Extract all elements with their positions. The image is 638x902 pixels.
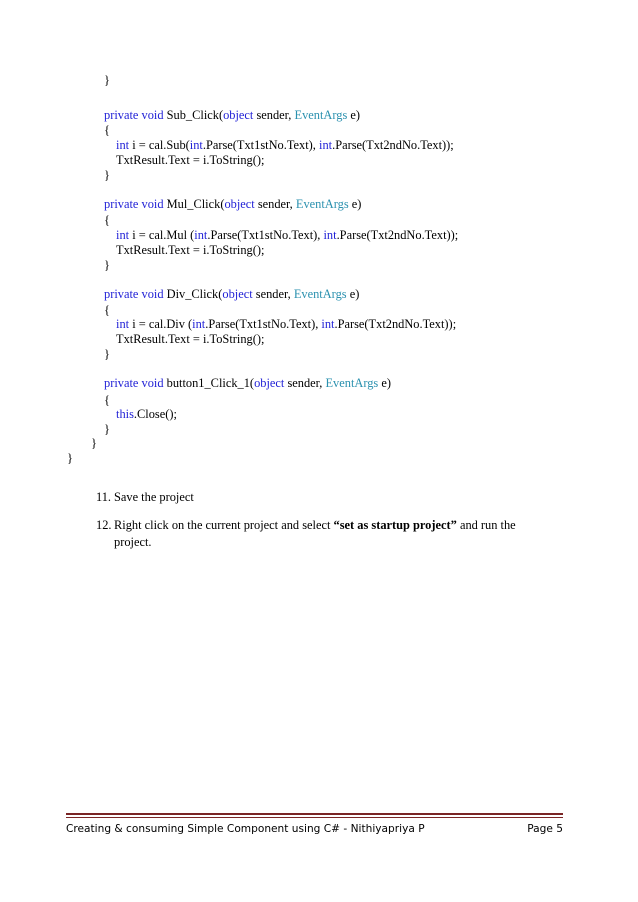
code-line: } xyxy=(104,168,110,182)
code-line xyxy=(104,287,359,301)
code-keyword: int xyxy=(189,138,203,152)
code-line xyxy=(116,407,177,421)
code-line xyxy=(104,197,361,211)
code-line: } xyxy=(67,451,73,465)
code-keyword: int xyxy=(319,138,333,152)
code-keyword: int xyxy=(194,228,208,242)
code-keyword: int xyxy=(116,138,130,152)
code-text: i = cal.Div ( xyxy=(129,317,193,331)
code-keyword: object xyxy=(224,197,255,211)
code-text: e) xyxy=(347,108,361,122)
code-keyword: private void xyxy=(104,287,164,301)
step-number: 11. xyxy=(96,490,112,504)
code-line: } xyxy=(91,436,97,450)
code-keyword: int xyxy=(321,317,335,331)
code-keyword: private void xyxy=(104,108,164,122)
code-line: } xyxy=(104,258,110,272)
code-text: .Parse(Txt2ndNo.Text)); xyxy=(332,138,454,152)
code-line xyxy=(116,228,458,242)
code-keyword: object xyxy=(223,108,254,122)
code-keyword: int xyxy=(323,228,337,242)
code-line: TxtResult.Text = i.ToString(); xyxy=(116,243,265,257)
code-text: .Close(); xyxy=(133,407,177,421)
code-text: Mul_Click( xyxy=(163,197,225,211)
footer-divider xyxy=(66,813,563,815)
code-text: Sub_Click( xyxy=(163,108,224,122)
code-text: sender, xyxy=(253,108,295,122)
code-text: .Parse(Txt2ndNo.Text)); xyxy=(336,228,459,242)
code-text: i = cal.Mul ( xyxy=(129,228,195,242)
code-text: e) xyxy=(378,376,391,390)
code-text: e) xyxy=(348,197,362,211)
code-keyword: int xyxy=(116,317,130,331)
page-number: Page 5 xyxy=(527,823,563,835)
code-type: EventArgs xyxy=(293,287,347,301)
code-text: sender, xyxy=(284,376,326,390)
code-keyword: this xyxy=(116,407,134,421)
bold-phrase: “set as startup project” xyxy=(333,518,457,532)
code-text: i = cal.Sub( xyxy=(129,138,190,152)
code-keyword: private void xyxy=(104,376,164,390)
step-number: 12. xyxy=(96,518,112,532)
code-text: .Parse(Txt1stNo.Text), xyxy=(205,317,322,331)
code-line: { xyxy=(104,123,110,137)
code-line: { xyxy=(104,393,110,407)
code-type: EventArgs xyxy=(294,108,348,122)
code-text: Div_Click( xyxy=(163,287,223,301)
code-text: sender, xyxy=(252,287,294,301)
code-line: TxtResult.Text = i.ToString(); xyxy=(116,332,265,346)
code-text: .Parse(Txt1stNo.Text), xyxy=(207,228,324,242)
code-keyword: int xyxy=(116,228,130,242)
code-line: } xyxy=(104,422,110,436)
code-line: TxtResult.Text = i.ToString(); xyxy=(116,153,265,167)
code-text: e) xyxy=(346,287,360,301)
code-keyword: object xyxy=(222,287,253,301)
code-keyword: private void xyxy=(104,197,164,211)
code-line: } xyxy=(104,347,110,361)
list-item xyxy=(96,517,556,551)
footer-divider xyxy=(66,817,563,818)
code-text: button1_Click_1( xyxy=(163,376,255,390)
footer-title: Creating & consuming Simple Component using C# - Nithiyapriya P xyxy=(66,823,425,835)
step-text: Save the project xyxy=(114,490,194,504)
code-text: sender, xyxy=(254,197,296,211)
code-text: .Parse(Txt2ndNo.Text)); xyxy=(334,317,457,331)
code-text: .Parse(Txt1stNo.Text), xyxy=(202,138,319,152)
code-type: EventArgs xyxy=(295,197,349,211)
code-type: EventArgs xyxy=(325,376,379,390)
code-line: { xyxy=(104,303,110,317)
list-item xyxy=(96,489,556,506)
code-line xyxy=(116,317,456,331)
code-line xyxy=(104,376,391,390)
code-line xyxy=(104,108,360,122)
code-line: { xyxy=(104,213,110,227)
code-keyword: int xyxy=(192,317,206,331)
step-text: Right click on the current project and select “set as startup project” and run the project. xyxy=(114,518,516,549)
code-line: } xyxy=(104,73,110,87)
code-line xyxy=(116,138,454,152)
code-keyword: object xyxy=(254,376,285,390)
